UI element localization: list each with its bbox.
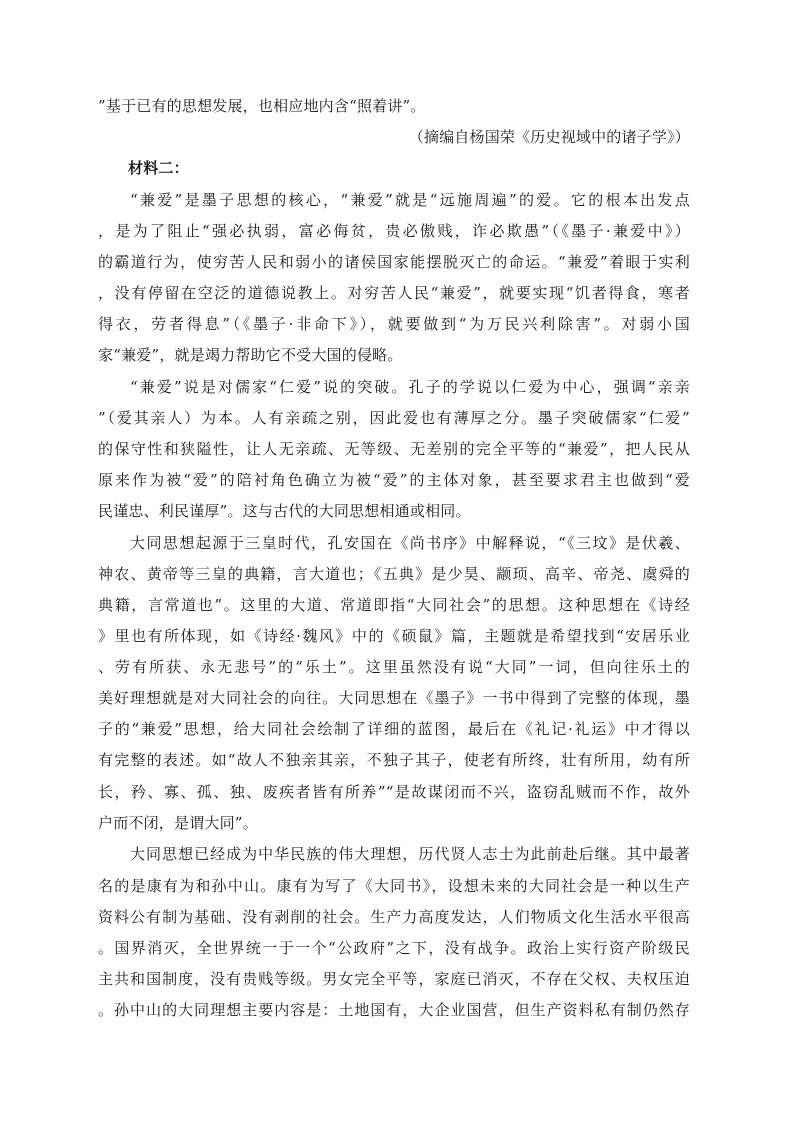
text-line: ，没有停留在空泛的道德说教上。对穷苦人民“兼爱”，就要实现“饥者得食，寒者 [98,284,690,302]
source-citation: （摘编自杨国荣《历史视域中的诸子学》） [408,128,690,146]
text-line: ”（爱其亲人）为本。人有亲疏之别，因此爱也有薄厚之分。墨子突破儒家“仁爱” [98,409,690,427]
text-line: 子的“兼爱”思想，给大同社会绘制了详细的蓝图，最后在《礼记·礼运》中才得以 [98,720,690,738]
text-line: “兼爱”是墨子思想的核心，“兼爱”就是“远施周遍”的爱。它的根本出发点 [130,191,690,209]
text-line: 民谨忠、利民谨厚”。这与古代的大同思想相通或相同。 [98,502,471,520]
text-line: 长，矜、寡、孤、独、废疾者皆有所养”“是故谋闭而不兴，盗窃乱贼而不作，故外 [98,783,690,801]
text-line: 名的是康有为和孙中山。康有为写了《大同书》，设想未来的大同社会是一种以生产 [98,877,690,895]
text-line: ”基于已有的思想发展，也相应地内含“照着讲”。 [98,97,426,115]
text-line: 的霸道行为，使穷苦人民和弱小的诸侯国家能摆脱灭亡的命运。“兼爱”着眼于实利 [98,253,690,271]
text-line: 神农、黄帝等三皇的典籍，言大道也；《五典》是少昊、颛顼、高辛、帝尧、虞舜的 [98,565,690,583]
text-line: 大同思想起源于三皇时代，孔安国在《尚书序》中解释说，“《三坟》是伏羲、 [130,534,690,552]
text-line: 得衣，劳者得息”（《墨子·非命下》），就要做到“为万民兴利除害”。对弱小国 [98,315,690,333]
text-line: 典籍，言常道也”。这里的大道、常道即指“大同社会”的思想。这种思想在《诗经 [98,596,690,614]
text-line: 主共和国制度，没有贵贱等级。男女完全平等，家庭已消灭，不存在父权、夫权压迫 [98,970,690,988]
text-line: 》里也有所体现，如《诗经·魏风》中的《硕鼠》篇，主题就是希望找到“安居乐业 [98,627,690,645]
text-line: 家“兼爱”，就是竭力帮助它不受大国的侵略。 [98,346,403,364]
text-line: 户而不闭，是谓大同”。 [98,814,258,832]
text-line: 原来作为被“爱”的陪衬角色确立为被“爱”的主体对象，甚至要求君主也做到“爱 [98,471,690,489]
text-line: 美好理想就是对大同社会的向往。大同思想在《墨子》一书中得到了完整的体现，墨 [98,689,690,707]
text-line: 有完整的表述。如“故人不独亲其亲，不独子其子，使老有所终，壮有所用，幼有所 [98,751,690,769]
text-line: “兼爱”说是对儒家“仁爱”说的突破。孔子的学说以仁爱为中心，强调“亲亲 [130,378,690,396]
text-line: 资料公有制为基础、没有剥削的社会。生产力高度发达，人们物质文化生活水平很高 [98,908,690,926]
text-line: 的保守性和狭隘性，让人无亲疏、无等级、无差别的完全平等的“兼爱”，把人民从 [98,440,690,458]
text-line: 。孙中山的大同理想主要内容是：土地国有，大企业国营，但生产资料私有制仍然存 [98,1001,690,1019]
text-line: 、劳有所获、永无悲号”的“乐土”。这里虽然没有说“大同”一词，但向往乐土的 [98,658,690,676]
text-line: ，是为了阻止“强必执弱，富必侮贫，贵必傲贱，诈必欺愚”（《墨子·兼爱中》） [98,222,690,240]
text-line: 大同思想已经成为中华民族的伟大理想，历代贤人志士为此前赴后继。其中最著 [130,845,690,863]
text-line: 。国界消灭，全世界统一于一个“公政府”之下，没有战争。政治上实行资产阶级民 [98,939,690,957]
section-heading: 材料二： [128,159,189,177]
